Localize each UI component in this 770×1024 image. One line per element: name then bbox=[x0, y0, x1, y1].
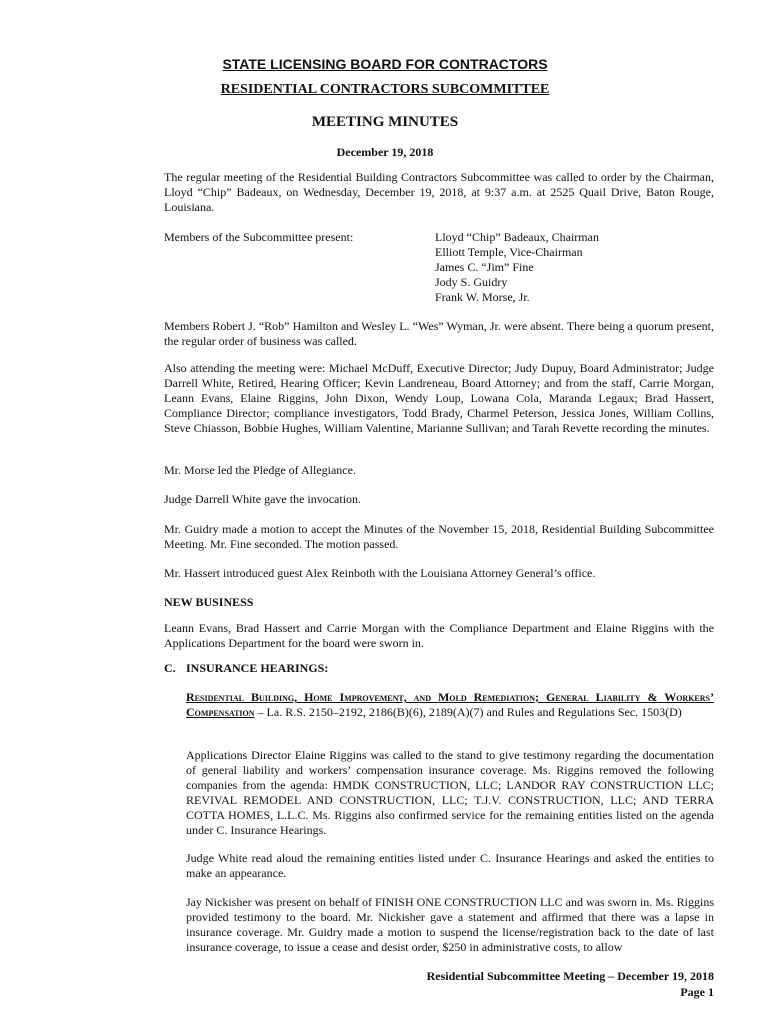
new-business-heading: NEW BUSINESS bbox=[164, 595, 254, 609]
meeting-date: December 19, 2018 bbox=[336, 145, 434, 159]
minutes-motion-paragraph: Mr. Guidry made a motion to accept the Minutes of the November 15, 2018, Residential Building Subcommittee Meeting. Mr. Fine seconded. The motion passed. bbox=[164, 522, 714, 551]
footer-meeting: Residential Subcommittee Meeting – December 19, 2018 bbox=[426, 969, 714, 983]
coverage-paragraph bbox=[186, 690, 714, 720]
footer-page-number: Page 1 bbox=[680, 985, 714, 999]
member-item: Lloyd “Chip” Badeaux, Chairman bbox=[435, 230, 599, 244]
members-list bbox=[435, 230, 599, 305]
nickisher-paragraph: Jay Nickisher was present on behalf of FINISH ONE CONSTRUCTION LLC and was sworn in. Ms. Riggins provided testimony to the board. Mr. Nickisher gave a statement and affirmed that there was a lapse in insurance coverage. Mr. Guidry made a motion to suspend the license/registration back to the date of last insurance coverage, to issue a cease and desist order, $250 in administrative costs, to allow bbox=[186, 895, 714, 954]
member-item: James C. “Jim” Fine bbox=[435, 260, 534, 274]
sworn-paragraph: Leann Evans, Brad Hassert and Carrie Morgan with the Compliance Department and Elaine Riggins with the Applications Department for the board were sworn in. bbox=[164, 621, 714, 650]
subcommittee-title: RESIDENTIAL CONTRACTORS SUBCOMMITTEE bbox=[220, 82, 550, 97]
coverage-title: Residential Building, Home Improvement, and Mold Remediation; General Liability & Workers’ Compensation bbox=[186, 690, 714, 719]
board-title: STATE LICENSING BOARD FOR CONTRACTORS bbox=[222, 56, 548, 72]
pledge-paragraph: Mr. Morse led the Pledge of Allegiance. bbox=[164, 463, 356, 477]
members-label: Members of the Subcommittee present: bbox=[164, 230, 354, 244]
member-item: Frank W. Morse, Jr. bbox=[435, 290, 530, 304]
absent-paragraph: Members Robert J. “Rob” Hamilton and Wesley L. “Wes” Wyman, Jr. were absent. There being a quorum present, the regular order of business was called. bbox=[164, 319, 714, 348]
member-item: Jody S. Guidry bbox=[435, 275, 508, 289]
riggins-paragraph: Applications Director Elaine Riggins was called to the stand to give testimony regarding the documentation of general liability and workers’ compensation insurance coverage. Ms. Riggins removed the following companies from the agenda: HMDK CONSTRUCTION, LLC; LANDOR RAY CONSTRUCTION LLC; REVIVAL REMODEL AND CONSTRUCTION, LLC; T.J.V. CONSTRUCTION, LLC; AND TERRA COTTA HOMES, L.L.C. Ms. Riggins also confirmed service for the remaining entities listed on the agenda under C. Insurance Hearings. bbox=[186, 748, 714, 837]
section-c-heading bbox=[164, 661, 328, 676]
member-item: Elliott Temple, Vice-Chairman bbox=[435, 245, 583, 259]
invocation-paragraph: Judge Darrell White gave the invocation. bbox=[164, 492, 362, 506]
section-c-title: INSURANCE HEARINGS: bbox=[186, 661, 329, 675]
judge-read-paragraph: Judge White read aloud the remaining entities listed under C. Insurance Hearings and asked the entities to make an appearance. bbox=[186, 851, 714, 880]
guest-paragraph: Mr. Hassert introduced guest Alex Reinboth with the Louisiana Attorney General’s office. bbox=[164, 566, 596, 580]
coverage-statutes: – La. R.S. 2150–2192, 2186(B)(6), 2189(A)(7) and Rules and Regulations Sec. 1503(D) bbox=[254, 705, 682, 719]
document-title: MEETING MINUTES bbox=[311, 114, 459, 130]
intro-paragraph: The regular meeting of the Residential Building Contractors Subcommittee was called to order by the Chairman, Lloyd “Chip” Badeaux, on Wednesday, December 19, 2018, at 9:37 a.m. at 2525 Quail Drive, Baton Rouge, Louisiana. bbox=[164, 170, 714, 214]
section-c-number: C. bbox=[164, 661, 176, 675]
attending-paragraph: Also attending the meeting were: Michael McDuff, Executive Director; Judy Dupuy, Board Administrator; Judge Darrell White, Retired, Hearing Officer; Kevin Landreneau, Board Attorney; and from the staff, Carrie Morgan, Leann Evans, Elaine Riggins, John Dixon, Wendy Loup, Lowana Cola, Maranda Legaux; Brad Hassert, Compliance Director; compliance investigators, Todd Brady, Charmel Peterson, Jessica Jones, William Collins, Steve Chiasson, Bobbie Hughes, William Valentine, Marianne Sullivan; and Tarah Revette recording the minutes. bbox=[164, 361, 714, 435]
